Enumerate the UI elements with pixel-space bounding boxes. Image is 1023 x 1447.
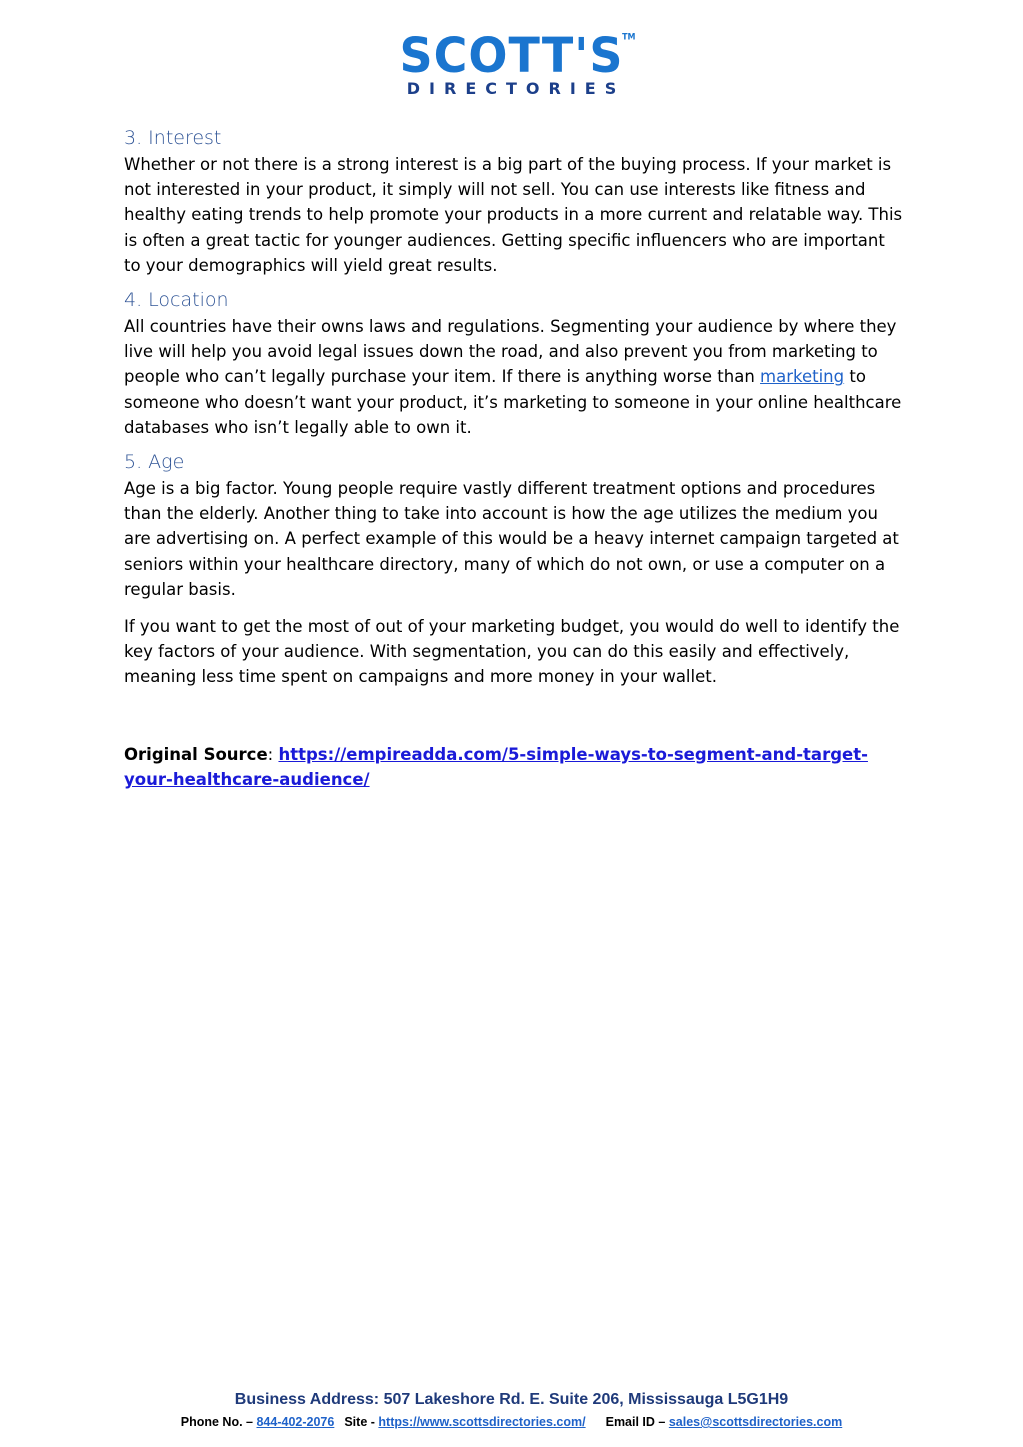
article-body <box>124 124 904 792</box>
section-heading-interest: 3. Interest <box>124 127 222 149</box>
section-paragraph-interest: Whether or not there is a strong interest is a big part of the buying process. If your market is not interested in your product, it simply will not sell. You can use interests like fitness and healthy eating trends to help promote your products in a more current and relatable way. This is often a great tactic for younger audiences. Getting specific influencers who are important to your demographics will yield great results. <box>124 155 903 275</box>
site-label: Site - <box>344 1415 379 1429</box>
footer-address: Business Address: 507 Lakeshore Rd. E. Suite 206, Mississauga L5G1H9 <box>234 1391 789 1408</box>
section-paragraph-location: All countries have their owns laws and regulations. Segmenting your audience by where they live will help you avoid legal issues down the road, and also prevent you from marketing to people who can’t legally purchase your item. If there is anything worse than marketing to someone who doesn’t want your product, it’s marketing to someone in your online healthcare databases who isn’t legally able to own it. <box>124 317 902 437</box>
phone-link[interactable]: 844-402-2076 <box>256 1415 335 1429</box>
section-heading-age: 5. Age <box>124 451 185 474</box>
phone-label: Phone No <box>180 1415 240 1429</box>
source-link[interactable]: https://empireadda.com/5-simple-ways-to-segment-and-target-your-healthcare-audience/ <box>124 744 868 789</box>
marketing-link[interactable]: marketing <box>760 367 845 387</box>
site-link[interactable]: https://www.scottsdirectories.com/ <box>378 1415 586 1429</box>
original-source: Original Source: https://empireadda.com/5-simple-ways-to-segment-and-target-your-healthcare-audience/ <box>124 744 868 789</box>
section-heading-location: 4. Location <box>124 289 229 312</box>
source-label: Original Source <box>124 744 268 764</box>
closing-paragraph: If you want to get the most of out of your marketing budget, you would do well to identify the key factors of your audience. With segmentation, you can do this easily and effectively, meaning less time spent on campaigns and more money in your wallet. <box>124 617 900 687</box>
logo-trademark: TM <box>622 31 636 42</box>
footer-contact: Phone No. – 844-402-2076 Site - https://www.scottsdirectories.com/ Email ID – sales@scottsdirectories.com <box>180 1415 843 1429</box>
section-paragraph-age: Age is a big factor. Young people require vastly different treatment options and procedures than the elderly. Another thing to take into account is how the age utilizes the medium you are advertising on. A perfect example of this would be a heavy internet campaign targeted at seniors within your healthcare directory, many of which do not own, or use a computer on a regular basis. <box>124 479 899 599</box>
logo-subtitle: DIRECTORIES <box>406 79 626 98</box>
logo-wordmark: SCOTT'S <box>399 26 624 84</box>
company-logo <box>0 26 1023 98</box>
email-link[interactable]: sales@scottsdirectories.com <box>668 1415 843 1429</box>
email-label: Email ID – <box>605 1415 669 1429</box>
